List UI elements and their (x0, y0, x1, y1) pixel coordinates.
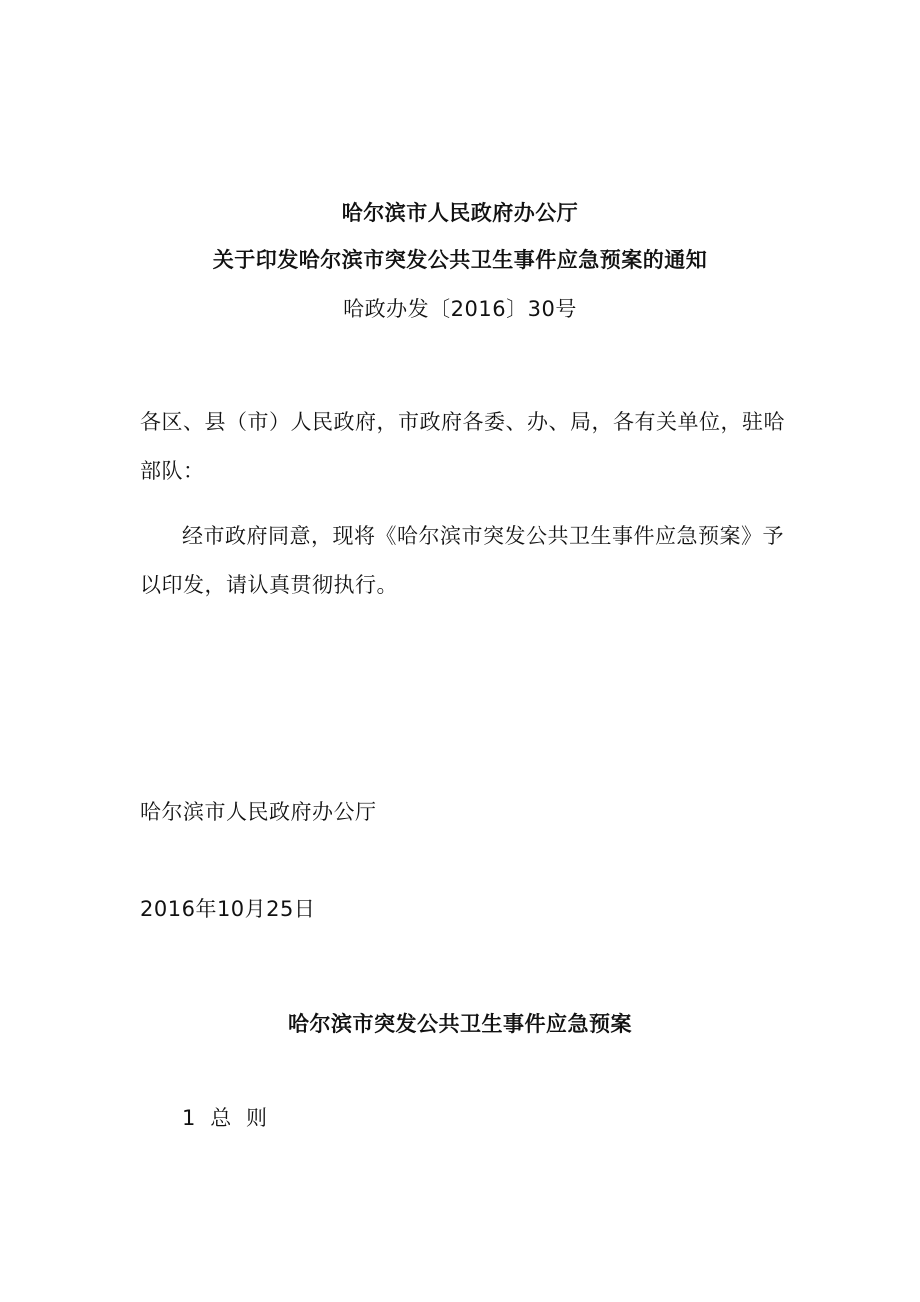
recipients-line-1: 各区、县（市）人民政府，市政府各委、办、局，各有关单位，驻哈 (140, 410, 785, 434)
body-paragraph-line-2: 以印发，请认真贯彻执行。 (140, 573, 398, 597)
plan-title: 哈尔滨市突发公共卫生事件应急预案 (288, 1012, 632, 1036)
section-heading-general: 1 总 则 (182, 1106, 268, 1130)
body-paragraph-line-1: 经市政府同意，现将《哈尔滨市突发公共卫生事件应急预案》予 (182, 524, 784, 548)
signature-issuer: 哈尔滨市人民政府办公厅 (140, 800, 377, 824)
signature-date: 2016年10月25日 (140, 897, 316, 921)
recipients-line-2: 部队： (140, 459, 205, 483)
document-number: 哈政办发〔2016〕30号 (343, 297, 577, 321)
issuer-heading: 哈尔滨市人民政府办公厅 (341, 201, 579, 225)
notice-title: 关于印发哈尔滨市突发公共卫生事件应急预案的通知 (212, 248, 708, 272)
